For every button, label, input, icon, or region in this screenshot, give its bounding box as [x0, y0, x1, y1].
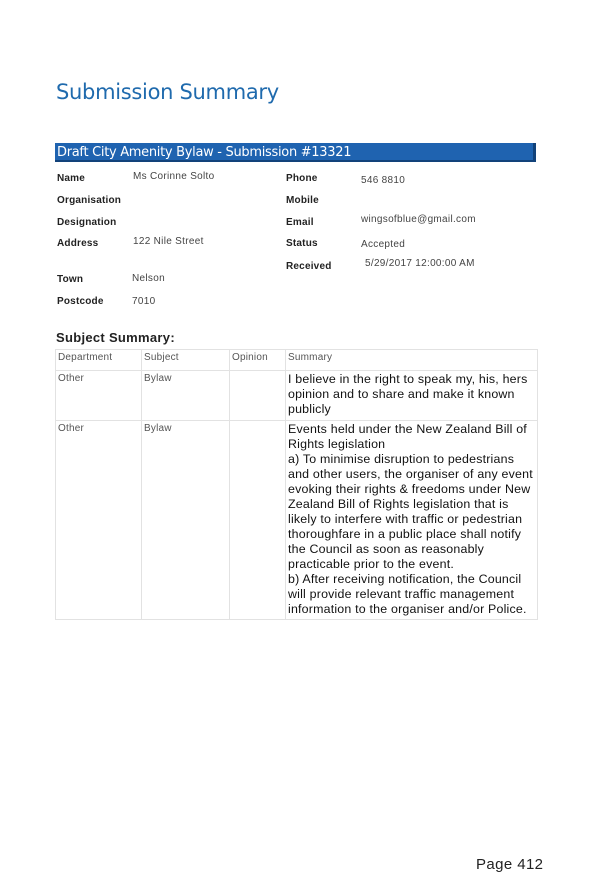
table-row [56, 421, 538, 620]
received-value: 5/29/2017 12:00:00 AM [365, 258, 475, 269]
postcode-value: 7010 [132, 296, 156, 307]
email-value: wingsofblue@gmail.com [361, 214, 476, 225]
opinion-cell [230, 421, 286, 620]
address-label: Address [57, 238, 99, 249]
page-title: Submission Summary [56, 80, 279, 104]
phone-value: 546 8810 [361, 175, 406, 186]
mobile-label: Mobile [286, 195, 319, 206]
phone-label: Phone [286, 173, 318, 184]
status-value: Accepted [361, 239, 406, 250]
submission-banner: Draft City Amenity Bylaw - Submission #13321 [55, 143, 536, 162]
table-header-row [56, 350, 538, 371]
subject-summary-table [55, 349, 538, 620]
designation-label: Designation [57, 217, 117, 228]
email-label: Email [286, 217, 314, 228]
column-header-summary: Summary [286, 350, 538, 371]
received-label: Received [286, 261, 332, 272]
column-header-subject: Subject [142, 350, 230, 371]
address-value: 122 Nile Street [133, 236, 204, 247]
subject-summary-heading: Subject Summary: [56, 330, 175, 345]
name-label: Name [57, 173, 86, 184]
column-header-opinion: Opinion [230, 350, 286, 371]
town-value: Nelson [132, 273, 165, 284]
summary-cell: I believe in the right to speak my, his, hers opinion and to share and make it known publicly [286, 371, 538, 421]
summary-cell: Events held under the New Zealand Bill of Rights legislation a) To minimise disruption to pedestrians and other users, the organiser of any event evoking their rights & freedoms under New Zealand Bill of Rights legislation that is likely to interfere with traffic or pedestrian thoroughfare in a public place shall notify the Council as soon as reasonably practicable prior to the event. b) After receiving notification, the Council will provide relevant traffic management information to the organiser and/or Police. [286, 421, 538, 620]
town-label: Town [57, 274, 84, 285]
name-value: Ms Corinne Solto [133, 171, 215, 182]
subject-cell: Bylaw [142, 421, 230, 620]
postcode-label: Postcode [57, 296, 104, 307]
department-cell: Other [56, 421, 142, 620]
opinion-cell [230, 371, 286, 421]
department-cell: Other [56, 371, 142, 421]
subject-cell: Bylaw [142, 371, 230, 421]
status-label: Status [286, 238, 318, 249]
table-row [56, 371, 538, 421]
organisation-label: Organisation [57, 195, 122, 206]
page-number: Page 412 [476, 856, 544, 873]
column-header-department: Department [56, 350, 142, 371]
